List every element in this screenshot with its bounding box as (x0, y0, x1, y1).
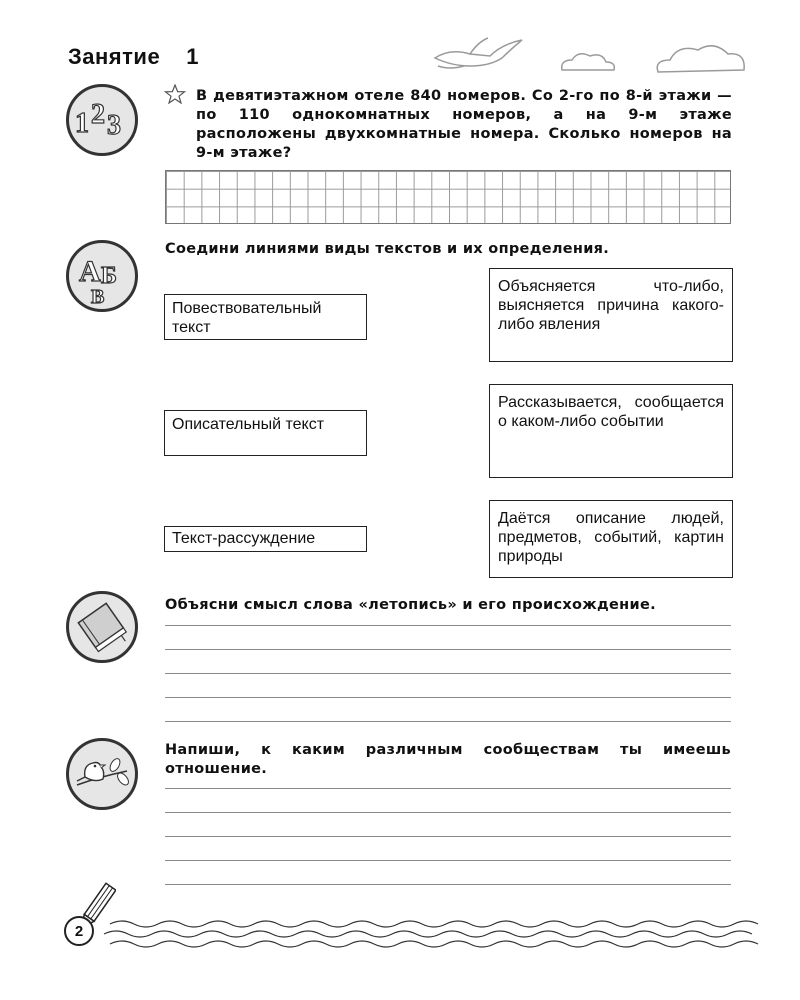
page-title (68, 44, 199, 70)
answer-line[interactable] (165, 721, 731, 722)
wave-decoration (100, 916, 770, 954)
answer-line[interactable] (165, 860, 731, 861)
digit-3: 3 (107, 110, 121, 141)
lesson-number: 1 (186, 44, 199, 69)
answer-line[interactable] (165, 649, 731, 650)
task2-prompt: Соедини линиями виды текстов и их определения. (165, 241, 610, 257)
letter-v: В (91, 286, 105, 308)
numbers-123-icon (66, 84, 138, 156)
answer-line[interactable] (165, 812, 731, 813)
lesson-label: Занятие (68, 44, 161, 69)
digit-1: 1 (75, 108, 89, 139)
bird-on-branch-icon (66, 738, 138, 810)
task4-prompt: Напиши, к каким различным сообществам ты имеешь отношение. (165, 742, 731, 777)
task1-text: В девятиэтажном отеле 840 номеров. Со 2-го по 8-й этажи — по 110 однокомнатных номеров, а на 9-м этаже расположены двухкомнатные номера. Сколько номеров на 9-м этаже? (196, 88, 732, 161)
cloud-icon (562, 54, 615, 70)
header-decoration (430, 36, 770, 78)
star-icon (164, 84, 186, 104)
alphabet-letters-icon (66, 240, 138, 312)
letter-b: Б (101, 263, 117, 289)
letter-a: А (79, 255, 101, 288)
answer-line[interactable] (165, 884, 731, 885)
answer-line[interactable] (165, 697, 731, 698)
answer-line[interactable] (165, 836, 731, 837)
definition-descriptive[interactable]: Даётся описание людей, предметов, событий, картин природы (489, 500, 733, 578)
bird-icon (435, 38, 522, 68)
answer-line[interactable] (165, 788, 731, 789)
digit-2: 2 (91, 99, 105, 130)
definition-reasoning[interactable]: Объясняется что-либо, выясняется причина какого-либо явления (489, 268, 733, 362)
answer-grid[interactable] (165, 170, 731, 224)
cloud-icon (657, 46, 744, 72)
definition-narrative[interactable]: Рассказывается, сообщается о каком-либо событии (489, 384, 733, 478)
text-type-reasoning[interactable]: Текст-рассуждение (164, 526, 367, 552)
text-type-descriptive[interactable]: Описательный текст (164, 410, 367, 456)
answer-line[interactable] (165, 625, 731, 626)
task3-prompt: Объясни смысл слова «летопись» и его происхождение. (165, 597, 656, 613)
book-icon (66, 591, 138, 663)
page-number: 2 (64, 916, 94, 946)
answer-line[interactable] (165, 673, 731, 674)
text-type-narrative[interactable]: Повествовательный текст (164, 294, 367, 340)
